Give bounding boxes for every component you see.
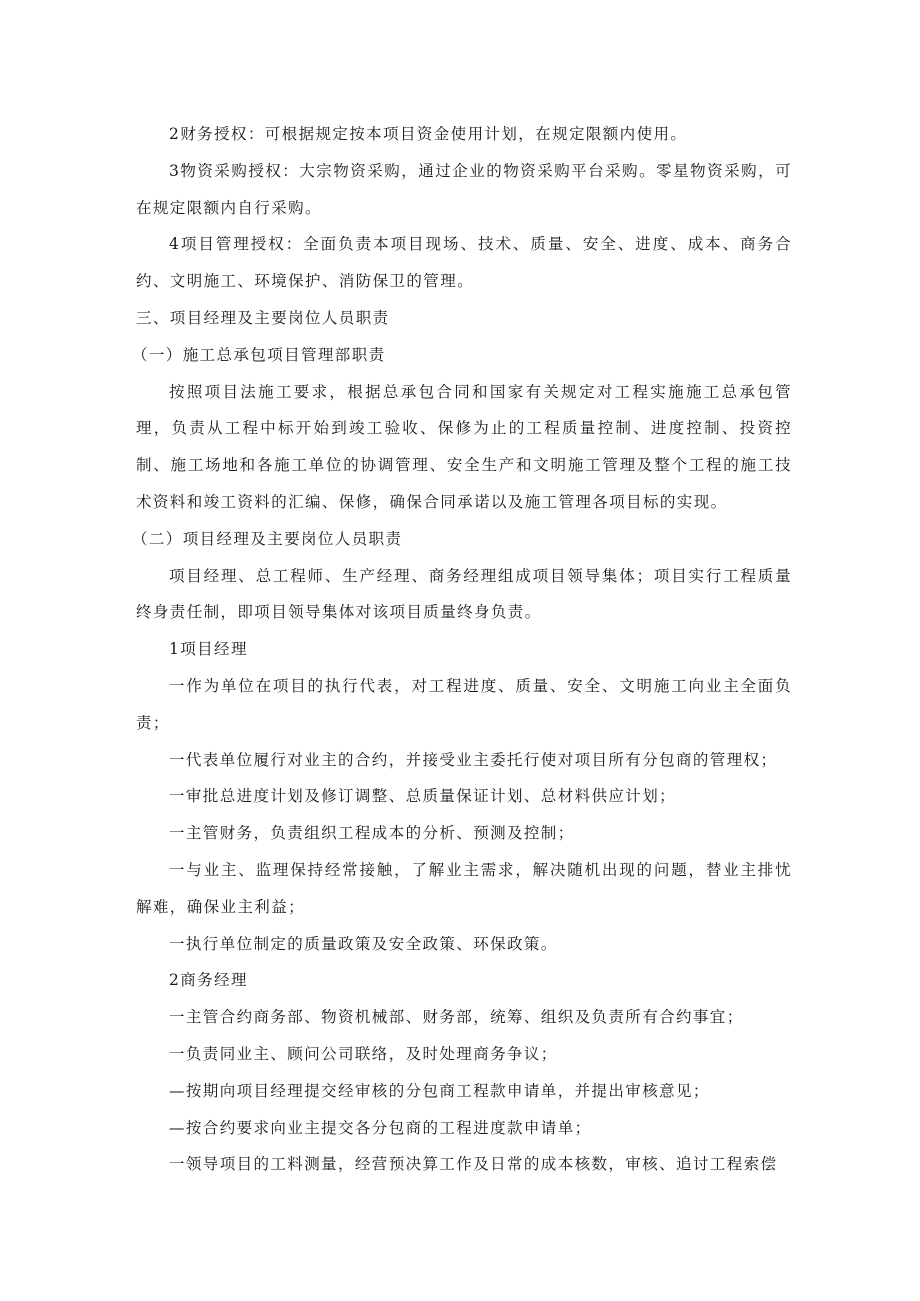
paragraph-financial-authorization: 2财务授权：可根据规定按本项目资金使用计划，在规定限额内使用。	[169, 125, 688, 143]
paragraph-leadership-team: 项目经理、总工程师、生产经理、商务经理组成项目领导集体；项目实行工程质量终身责任制，即项目领导集体对该项目质量终身负责。	[136, 566, 792, 622]
list-item: 一与业主、监理保持经常接触，了解业主需求，解决随机出现的问题，替业主排忧解难，确保业主利益；	[136, 860, 792, 916]
subheading-manager-duties: （二）项目经理及主要岗位人员职责	[132, 529, 403, 548]
list-item: —按合约要求向业主提交各分包商的工程进度款申请单；	[169, 1118, 592, 1137]
section-heading-responsibilities: 三、项目经理及主要岗位人员职责	[136, 308, 390, 327]
list-item: 一主管合约商务部、物资机械部、财务部，统筹、组织及负责所有合约事宜；	[169, 1008, 744, 1027]
paragraph-contractor-department-duties: 按照项目法施工要求，根据总承包合同和国家有关规定对工程实施施工总承包管理，负责从工程中标开始到竣工验收、保修为止的工程质量控制、进度控制、投资控制、施工场地和各施工单位的协调管理、安全生产和文明施工管理及整个工程的施工技术资料和竣工资料的汇编、保修，确保合同承诺以及施工管理各项目标的实现。	[136, 382, 792, 511]
list-item: 一主管财务，负责组织工程成本的分析、预测及控制；	[169, 824, 575, 843]
subheading-contractor-department-duties: （一）施工总承包项目管理部职责	[132, 345, 386, 364]
item-heading-project-manager: 1项目经理	[169, 640, 248, 659]
item-heading-business-manager: 2商务经理	[169, 971, 248, 990]
document-body	[132, 116, 792, 1183]
list-item: 一领导项目的工料测量，经营预决算工作及日常的成本核数，审核、追讨工程索偿	[169, 1155, 778, 1174]
paragraph-project-management-authorization: 4项目管理授权：全面负责本项目现场、技术、质量、安全、进度、成本、商务合约、文明施工、环境保护、消防保卫的管理。	[136, 235, 792, 291]
list-item: 一作为单位在项目的执行代表，对工程进度、质量、安全、文明施工向业主全面负责；	[136, 676, 792, 732]
list-item: 一执行单位制定的质量政策及安全政策、环保政策。	[169, 934, 558, 953]
paragraph-procurement-authorization: 3物资采购授权：大宗物资采购，通过企业的物资采购平台采购。零星物资采购，可在规定限额内自行采购。	[136, 161, 792, 217]
list-item: —按期向项目经理提交经审核的分包商工程款申请单，并提出审核意见；	[169, 1081, 710, 1100]
list-item: 一负责同业主、顾问公司联络，及时处理商务争议；	[169, 1044, 558, 1063]
list-item: 一代表单位履行对业主的合约，并接受业主委托行使对项目所有分包商的管理权；	[169, 750, 778, 769]
list-item: 一审批总进度计划及修订调整、总质量保证计划、总材料供应计划；	[169, 787, 677, 806]
